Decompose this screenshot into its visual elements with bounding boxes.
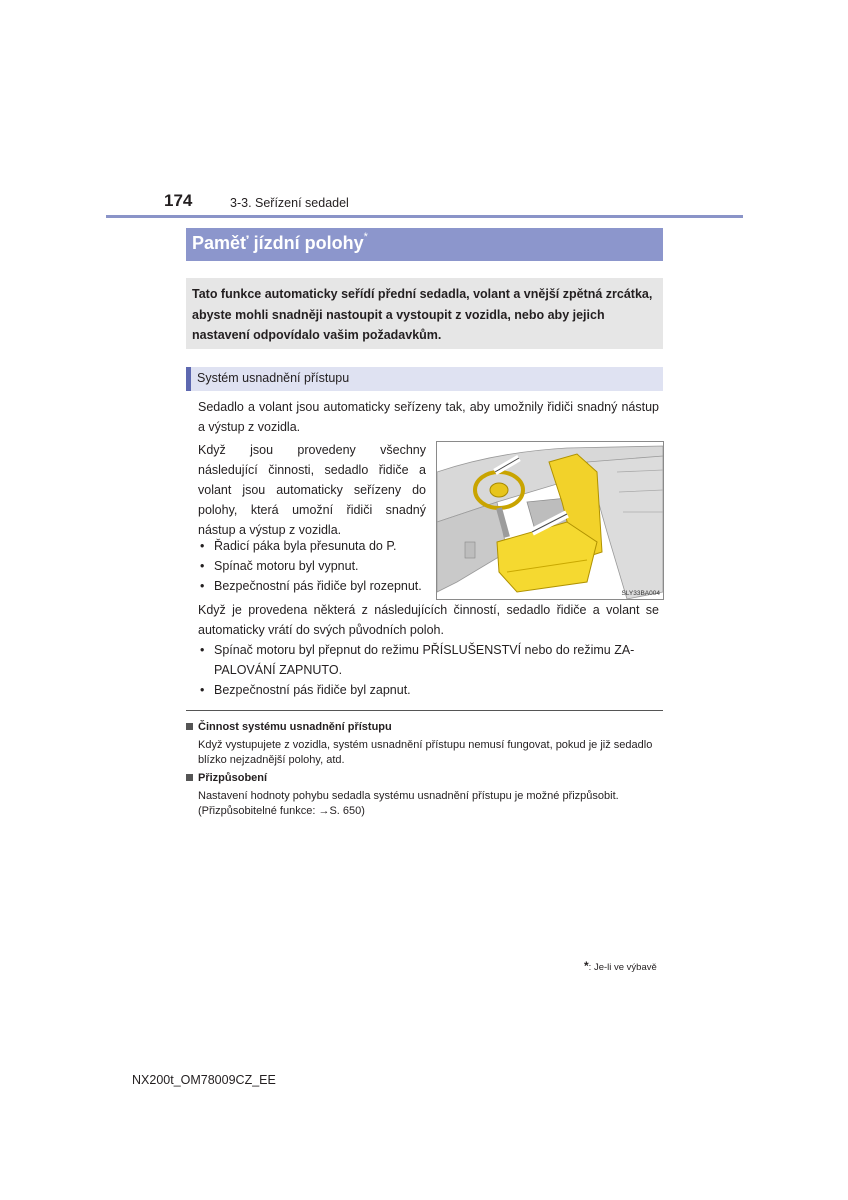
subsection-header: [186, 367, 663, 391]
paragraph-conditions: Když jsou provedeny všechny následující činnosti, sedadlo řidiče a volant jsou automaticky seřízeny do polohy, která umožní řidiči snadný nástup a výstup z vozidla.: [198, 443, 426, 537]
bullet: •: [200, 539, 205, 553]
page-title-text: Paměť jízdní polohy: [192, 233, 364, 253]
document-id: NX200t_OM78009CZ_EE: [132, 1073, 276, 1087]
intro-text: Tato funkce automaticky seřídí přední sedadla, volant a vnější zpětná zrcátka, abyste mohli snadněji nastoupit a vystoupit z vozidla, nebo aby jejich nastavení odpovídalo vašim požadavkům.: [192, 287, 653, 342]
square-bullet-icon: [186, 723, 193, 730]
footnote-text: : Je-li ve výbavě: [588, 962, 657, 973]
subsection-accent-stripe: [186, 367, 191, 391]
section-title-bar: [186, 228, 663, 261]
list-item: [200, 680, 634, 700]
subsection-title: Systém usnadnění přístupu: [197, 371, 350, 385]
page-number: 174: [164, 191, 193, 210]
bullet: •: [200, 683, 205, 697]
bullet: •: [200, 559, 205, 573]
bullet: •: [200, 643, 205, 657]
paragraph-return: Když je provedena některá z následujících činností, sedadlo řidiče a volant se automaticky vrátí do svých původních poloh.: [198, 603, 659, 637]
optional-equipment-marker: *: [363, 231, 368, 243]
list-item: [200, 536, 422, 556]
exit-conditions-list: [200, 536, 422, 596]
note-title: Přizpůsobení: [198, 772, 268, 784]
intro-box: [186, 278, 663, 349]
seat-drawing: [437, 442, 663, 599]
list-item: [200, 556, 422, 576]
notes-divider: [186, 710, 663, 711]
list-item: [200, 640, 634, 660]
footnote: [584, 959, 657, 973]
list-item-text: Bezpečnostní pás řidiče byl rozepnut.: [214, 579, 422, 593]
page-title: [192, 233, 368, 254]
bullet: •: [200, 579, 205, 593]
note-body: Nastavení hodnoty pohybu sedadla systému usnadnění přístupu je možné přizpůsobit. (Přizpůsobitelné funkce: →S. 650): [198, 790, 619, 817]
note-body: Když vystupujete z vozidla, systém usnadnění přístupu nemusí fungovat, pokud je již sedadlo blízko nejzadnější polohy, atd.: [198, 739, 653, 766]
list-item-continuation: PALOVÁNÍ ZAPNUTO.: [214, 663, 343, 677]
footnote-marker: *: [584, 959, 589, 973]
note-heading: [186, 772, 267, 784]
list-item-text: Spínač motoru byl přepnut do režimu PŘÍSLUŠENSTVÍ nebo do režimu ZA-: [214, 643, 635, 657]
return-conditions-list: [200, 640, 634, 700]
list-item-text: Bezpečnostní pás řidiče byl zapnut.: [214, 683, 411, 697]
list-item-text: Řadicí páka byla přesunuta do P.: [214, 539, 397, 553]
list-item-text: Spínač motoru byl vypnut.: [214, 559, 359, 573]
section-breadcrumb: 3-3. Seřízení sedadel: [230, 196, 349, 210]
note-title: Činnost systému usnadnění přístupu: [198, 721, 392, 733]
seat-illustration: [436, 441, 664, 600]
paragraph-easy-access: Sedadlo a volant jsou automaticky seřízeny tak, aby umožnily řidiči snadný nástup a výstup z vozidla.: [198, 400, 659, 434]
list-item: [200, 576, 422, 596]
illustration-code: SLY33BA004: [621, 590, 660, 597]
note-heading: [186, 721, 392, 733]
header-divider: [106, 215, 743, 218]
square-bullet-icon: [186, 774, 193, 781]
